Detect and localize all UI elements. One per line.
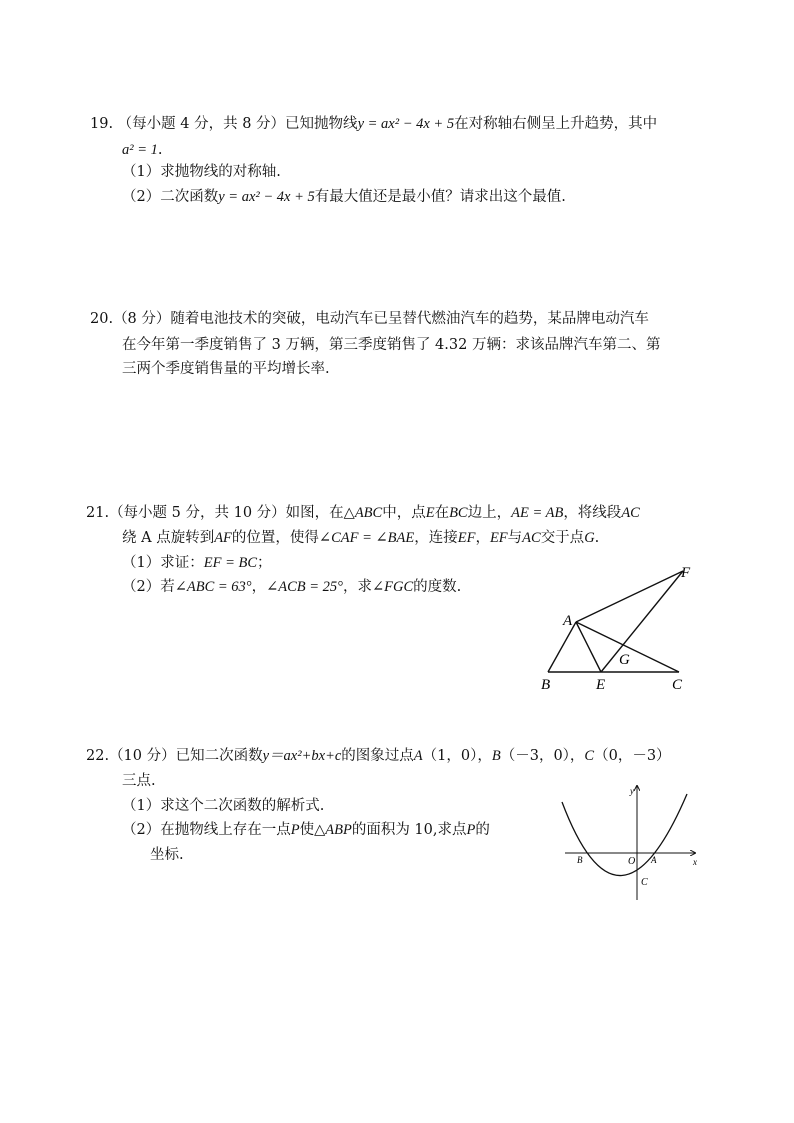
q21-part1 [122,553,272,573]
q22-part2 [122,820,490,840]
q21-segment-ac: AC [522,530,541,546]
label-g: G [619,652,630,668]
q21-angle-abc: ∠ABC = 63° [174,579,252,595]
q22-text: （10 分）已知二次函数 [109,748,263,764]
q19-part1: （1）求抛物线的对称轴. [122,164,281,180]
q21-number: 21. [86,505,110,521]
q22-point-p: P [466,822,476,838]
q21-text: 边上， [467,505,512,521]
q22-part2-text: （2）在抛物线上存在一点 [122,822,291,838]
q21-part2 [122,577,461,597]
q19-formula: y = ax² − 4x + 5 [357,116,455,132]
q21-part2-text: 的度数. [413,579,462,595]
q21-part1-text: （1）求证： [122,555,204,571]
q22-part2-line2: 坐标. [150,847,184,863]
q20-text: （8 分）随着电池技术的突破，电动汽车已呈替代燃油汽车的趋势，某品牌电动汽车 [113,311,649,327]
segment-ef [601,571,683,672]
q20-line1 [90,309,649,329]
q19-period: . [157,142,163,158]
q21-angle-equation: ∠CAF = ∠BAE [318,530,415,546]
q21-angle-acb: ∠ACB = 25° [266,579,343,595]
label-a: A [651,855,657,865]
q22-part2-text: 的 [475,822,490,838]
q19-text: （每小题 4 分，共 8 分）已知抛物线 [117,116,358,132]
q22-point-c: C [584,748,595,764]
q22-coord-b: （－3，0）， [500,748,585,764]
label-a: A [563,613,573,629]
q21-text: （每小题 5 分，共 10 分）如图，在△ [109,505,355,521]
q19-condition: a² = 1 [122,142,158,158]
q21-text: ， [475,530,490,546]
label-f: F [681,565,691,581]
q22-number: 22. [86,748,110,764]
q21-part2-text: ， [251,579,267,595]
q19-line2 [122,140,163,160]
q22-triangle-abp: ABP [325,822,352,838]
q21-triangle-figure [535,560,705,695]
q21-text: 的位置，使得 [231,530,319,546]
q19-text: 在对称轴右侧呈上升趋势，其中 [454,116,658,132]
q22-point-a: A [413,748,423,764]
q22-formula: y＝ax²+bx+c [262,748,342,764]
label-c: C [641,877,648,888]
q21-equation: AE = AB [511,505,564,521]
q21-segment-ac: AC [621,505,640,521]
q21-angle-fgc: ∠FGC [371,579,414,595]
q20-line3: 三两个季度销售量的平均增长率. [122,361,330,377]
q21-text: ，连接 [414,530,458,546]
q21-text: ，将线段 [563,505,622,521]
label-b: B [541,677,551,693]
q21-line1 [86,503,640,523]
q21-segment-ef: EF [457,530,476,546]
q21-line2 [122,528,599,548]
q22-part2-text: 使△ [299,822,326,838]
segment-af [576,571,683,622]
q22-point-b: B [491,748,501,764]
q21-part1-equation: EF = BC [203,555,258,571]
label-e: E [596,677,606,693]
q21-period: . [594,530,600,546]
label-b: B [577,855,583,865]
q22-text: 的图象过点 [341,748,414,764]
q21-triangle-name: ABC [354,505,383,521]
q19-part2-text: （2）二次函数 [122,189,219,205]
q21-segment-af: AF [214,530,232,546]
label-x: x [693,857,697,867]
q20-number: 20. [90,311,114,327]
q21-text: 绕 A 点旋转到 [122,530,215,546]
q21-text: 与 [507,530,523,546]
label-o: O [628,856,636,867]
q21-part2-text: ，求 [342,579,372,595]
q21-point-e: E [425,505,435,521]
q22-line2: 三点. [122,773,156,789]
segment-ab [548,622,576,672]
q21-segment-bc: BC [449,505,468,521]
q21-text: 中，点 [382,505,426,521]
q19-line1 [90,114,657,134]
q22-point-p: P [290,822,300,838]
q19-part2-formula: y = ax² − 4x + 5 [218,189,315,205]
q20-line2: 在今年第一季度销售了 3 万辆，第三季度销售了 4.32 万辆：求该品牌汽车第二、第 [122,337,661,353]
q22-part2-text: 的面积为 10,求点 [351,822,467,838]
q19-part2 [122,187,566,207]
segment-ae [576,622,601,672]
q22-coord-c: （0，－3） [594,748,671,764]
q21-text: 在 [434,505,450,521]
q21-part2-text: （2）若 [122,579,175,595]
q22-part1: （1）求这个二次函数的解析式. [122,798,325,814]
q19-number: 19. [90,116,114,132]
q22-coord-a: （1，0）， [422,748,492,764]
q21-segment-ef: EF [489,530,508,546]
q21-text: 交于点 [540,530,585,546]
label-c: C [672,677,683,693]
label-y: y [630,786,634,796]
q21-part1-end: ； [257,555,272,571]
q21-point-g: G [584,530,595,546]
q19-part2-text: 有最大值还是最小值？请求出这个最值. [314,189,566,205]
q22-line1 [86,746,671,766]
q22-parabola-graph [555,778,705,903]
